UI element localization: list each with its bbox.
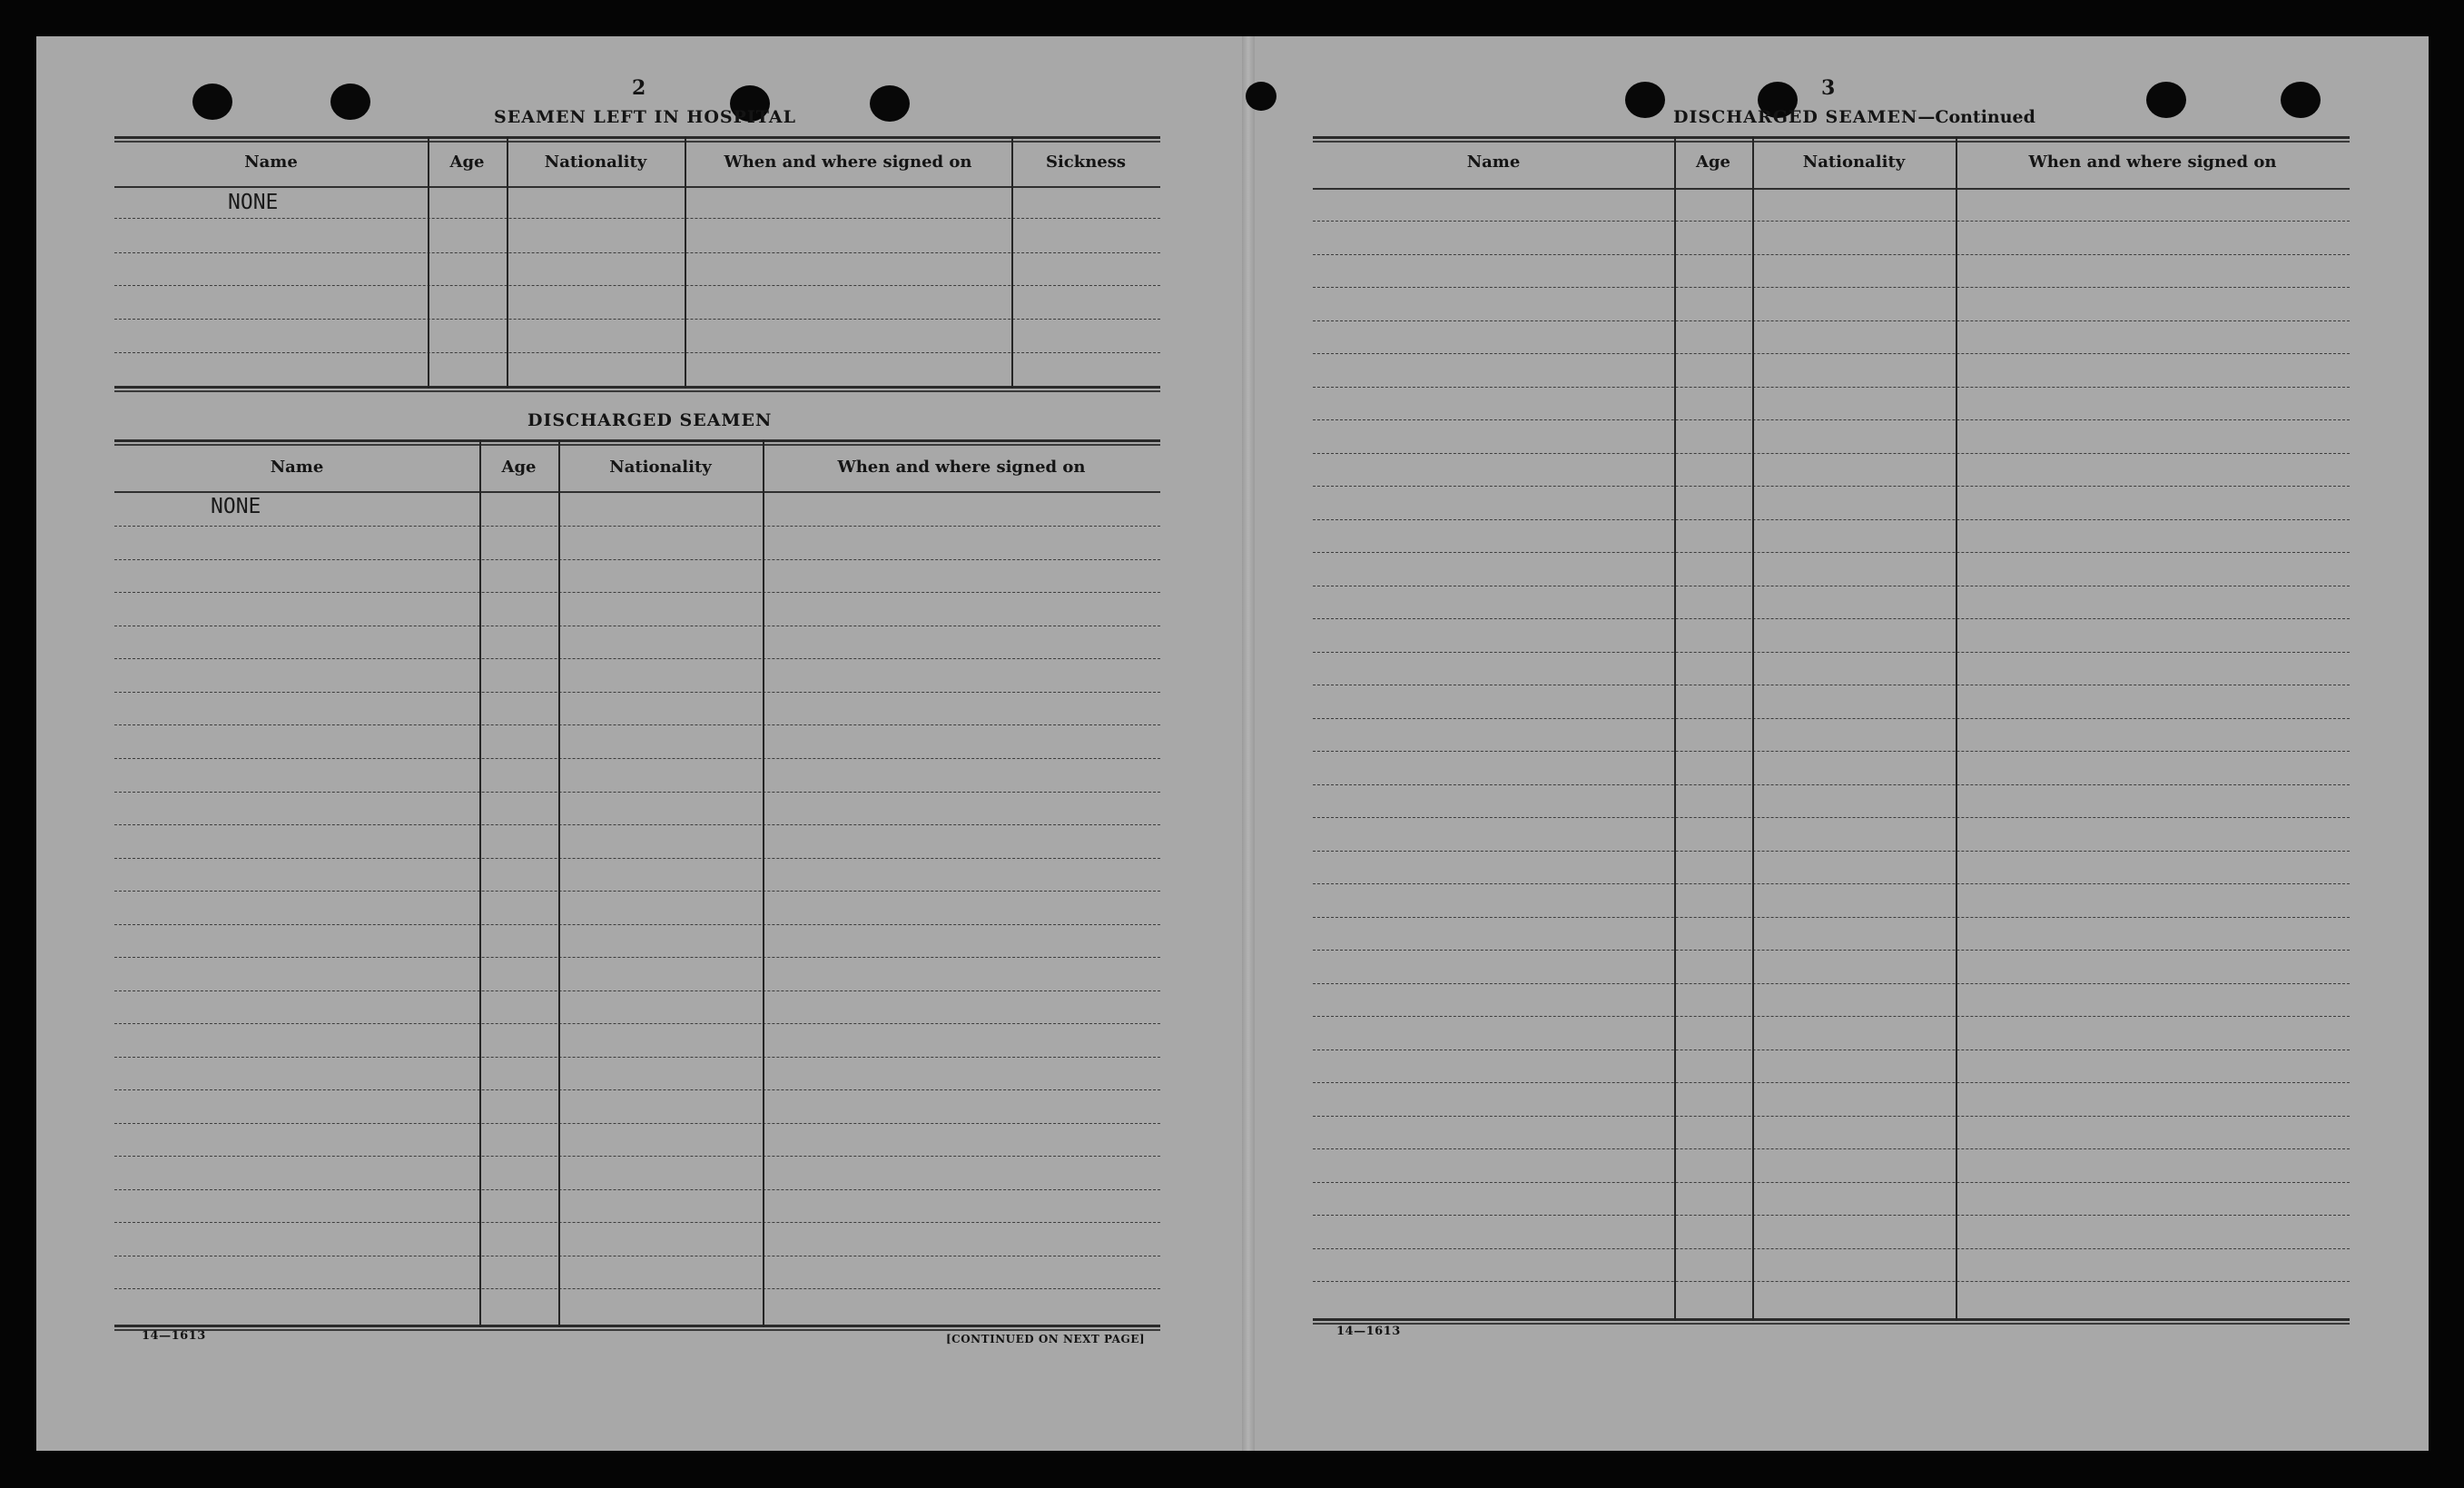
column-divider <box>428 136 429 389</box>
header-rule <box>114 491 1160 493</box>
row-line <box>114 1023 1160 1024</box>
form-number-left: 14—1613 <box>142 1329 206 1343</box>
row-line <box>1313 1016 2350 1017</box>
column-header-name: Name <box>1466 153 1521 172</box>
row-line <box>1313 1248 2350 1249</box>
row-line <box>114 758 1160 759</box>
column-divider <box>558 439 560 1327</box>
discharged-table <box>114 439 1160 1334</box>
column-divider <box>1956 136 1957 1321</box>
row-line <box>1313 950 2350 951</box>
row-line <box>1313 486 2350 487</box>
row-line <box>1313 1281 2350 1282</box>
row-line <box>1313 618 2350 619</box>
hospital-section-title: SEAMEN LEFT IN HOSPITAL <box>494 107 796 127</box>
row-line <box>114 252 1160 253</box>
header-rule <box>1313 188 2350 190</box>
row-line <box>114 285 1160 286</box>
row-line <box>114 1057 1160 1058</box>
discharged-continued-title <box>1673 107 2035 127</box>
column-header-nationality: Nationality <box>1802 153 1906 172</box>
page-number-left: 2 <box>632 76 646 100</box>
row-line <box>114 592 1160 593</box>
row-line <box>1313 221 2350 222</box>
row-line <box>1313 287 2350 288</box>
column-divider <box>1752 136 1754 1321</box>
row-line <box>114 824 1160 825</box>
column-divider <box>685 136 686 389</box>
entry-none: NONE <box>211 495 261 518</box>
column-header-signed-on: When and where signed on <box>724 153 972 172</box>
discharged-continued-table <box>1313 136 2350 1327</box>
row-line <box>1313 1182 2350 1183</box>
row-line <box>1313 983 2350 984</box>
row-line <box>114 1288 1160 1289</box>
row-line <box>1313 419 2350 420</box>
page-gutter <box>1242 36 1255 1451</box>
column-divider <box>507 136 508 389</box>
column-header-age: Age <box>449 153 485 172</box>
row-line <box>114 858 1160 859</box>
row-line <box>1313 387 2350 388</box>
table-top-rule <box>1313 136 2350 143</box>
punch-hole <box>2281 82 2321 118</box>
row-line <box>1313 817 2350 818</box>
row-line <box>114 724 1160 725</box>
entry-none: NONE <box>228 191 279 214</box>
hospital-table <box>114 136 1160 395</box>
row-line <box>1313 784 2350 785</box>
page-number-right: 3 <box>1821 76 1836 100</box>
row-line <box>1313 254 2350 255</box>
row-line <box>1313 320 2350 321</box>
row-line <box>114 319 1160 320</box>
continued-note: [CONTINUED ON NEXT PAGE] <box>946 1333 1146 1345</box>
row-line <box>1313 751 2350 752</box>
column-divider <box>1011 136 1013 389</box>
punch-hole <box>1246 82 1276 111</box>
row-line <box>1313 851 2350 852</box>
table-bottom-rule <box>1313 1318 2350 1325</box>
column-header-nationality: Nationality <box>609 458 712 477</box>
row-line <box>114 526 1160 527</box>
row-line <box>1313 883 2350 884</box>
discharged-section-title: DISCHARGED SEAMEN <box>527 410 773 430</box>
column-header-nationality: Nationality <box>544 153 647 172</box>
row-line <box>1313 1116 2350 1117</box>
row-line <box>1313 353 2350 354</box>
row-line <box>114 658 1160 659</box>
form-number-right: 14—1613 <box>1336 1325 1401 1338</box>
row-line <box>1313 652 2350 653</box>
column-divider <box>763 439 764 1327</box>
header-rule <box>114 186 1160 188</box>
column-divider <box>1674 136 1676 1321</box>
column-header-name: Name <box>244 153 298 172</box>
row-line <box>1313 1215 2350 1216</box>
section-title-continued: —Continued <box>1917 107 2035 127</box>
row-line <box>114 792 1160 793</box>
punch-hole <box>330 84 370 120</box>
row-line <box>114 990 1160 991</box>
row-line <box>114 692 1160 693</box>
row-line <box>114 1089 1160 1090</box>
row-line <box>1313 917 2350 918</box>
punch-hole <box>1625 82 1665 118</box>
column-header-signed-on: When and where signed on <box>837 458 1086 477</box>
section-title-main: DISCHARGED SEAMEN <box>1673 107 1918 127</box>
row-line <box>1313 1082 2350 1083</box>
table-top-rule <box>114 439 1160 446</box>
column-header-age: Age <box>501 458 537 477</box>
row-line <box>1313 519 2350 520</box>
column-header-signed-on: When and where signed on <box>2028 153 2277 172</box>
table-bottom-rule <box>114 386 1160 392</box>
table-top-rule <box>114 136 1160 143</box>
column-header-sickness: Sickness <box>1045 153 1127 172</box>
column-divider <box>479 439 481 1327</box>
row-line <box>114 1123 1160 1124</box>
row-line <box>114 218 1160 219</box>
punch-hole <box>192 84 232 120</box>
row-line <box>114 1156 1160 1157</box>
column-header-name: Name <box>270 458 324 477</box>
row-line <box>114 891 1160 892</box>
punch-hole <box>870 85 910 122</box>
column-header-age: Age <box>1695 153 1730 172</box>
table-bottom-rule <box>114 1325 1160 1331</box>
row-line <box>114 1189 1160 1190</box>
punch-hole <box>2146 82 2186 118</box>
row-line <box>114 957 1160 958</box>
row-line <box>1313 552 2350 553</box>
row-line <box>1313 718 2350 719</box>
row-line <box>114 924 1160 925</box>
row-line <box>1313 453 2350 454</box>
row-line <box>1313 1148 2350 1149</box>
row-line <box>1313 1049 2350 1050</box>
row-line <box>114 352 1160 353</box>
row-line <box>114 1222 1160 1223</box>
row-line <box>114 559 1160 560</box>
